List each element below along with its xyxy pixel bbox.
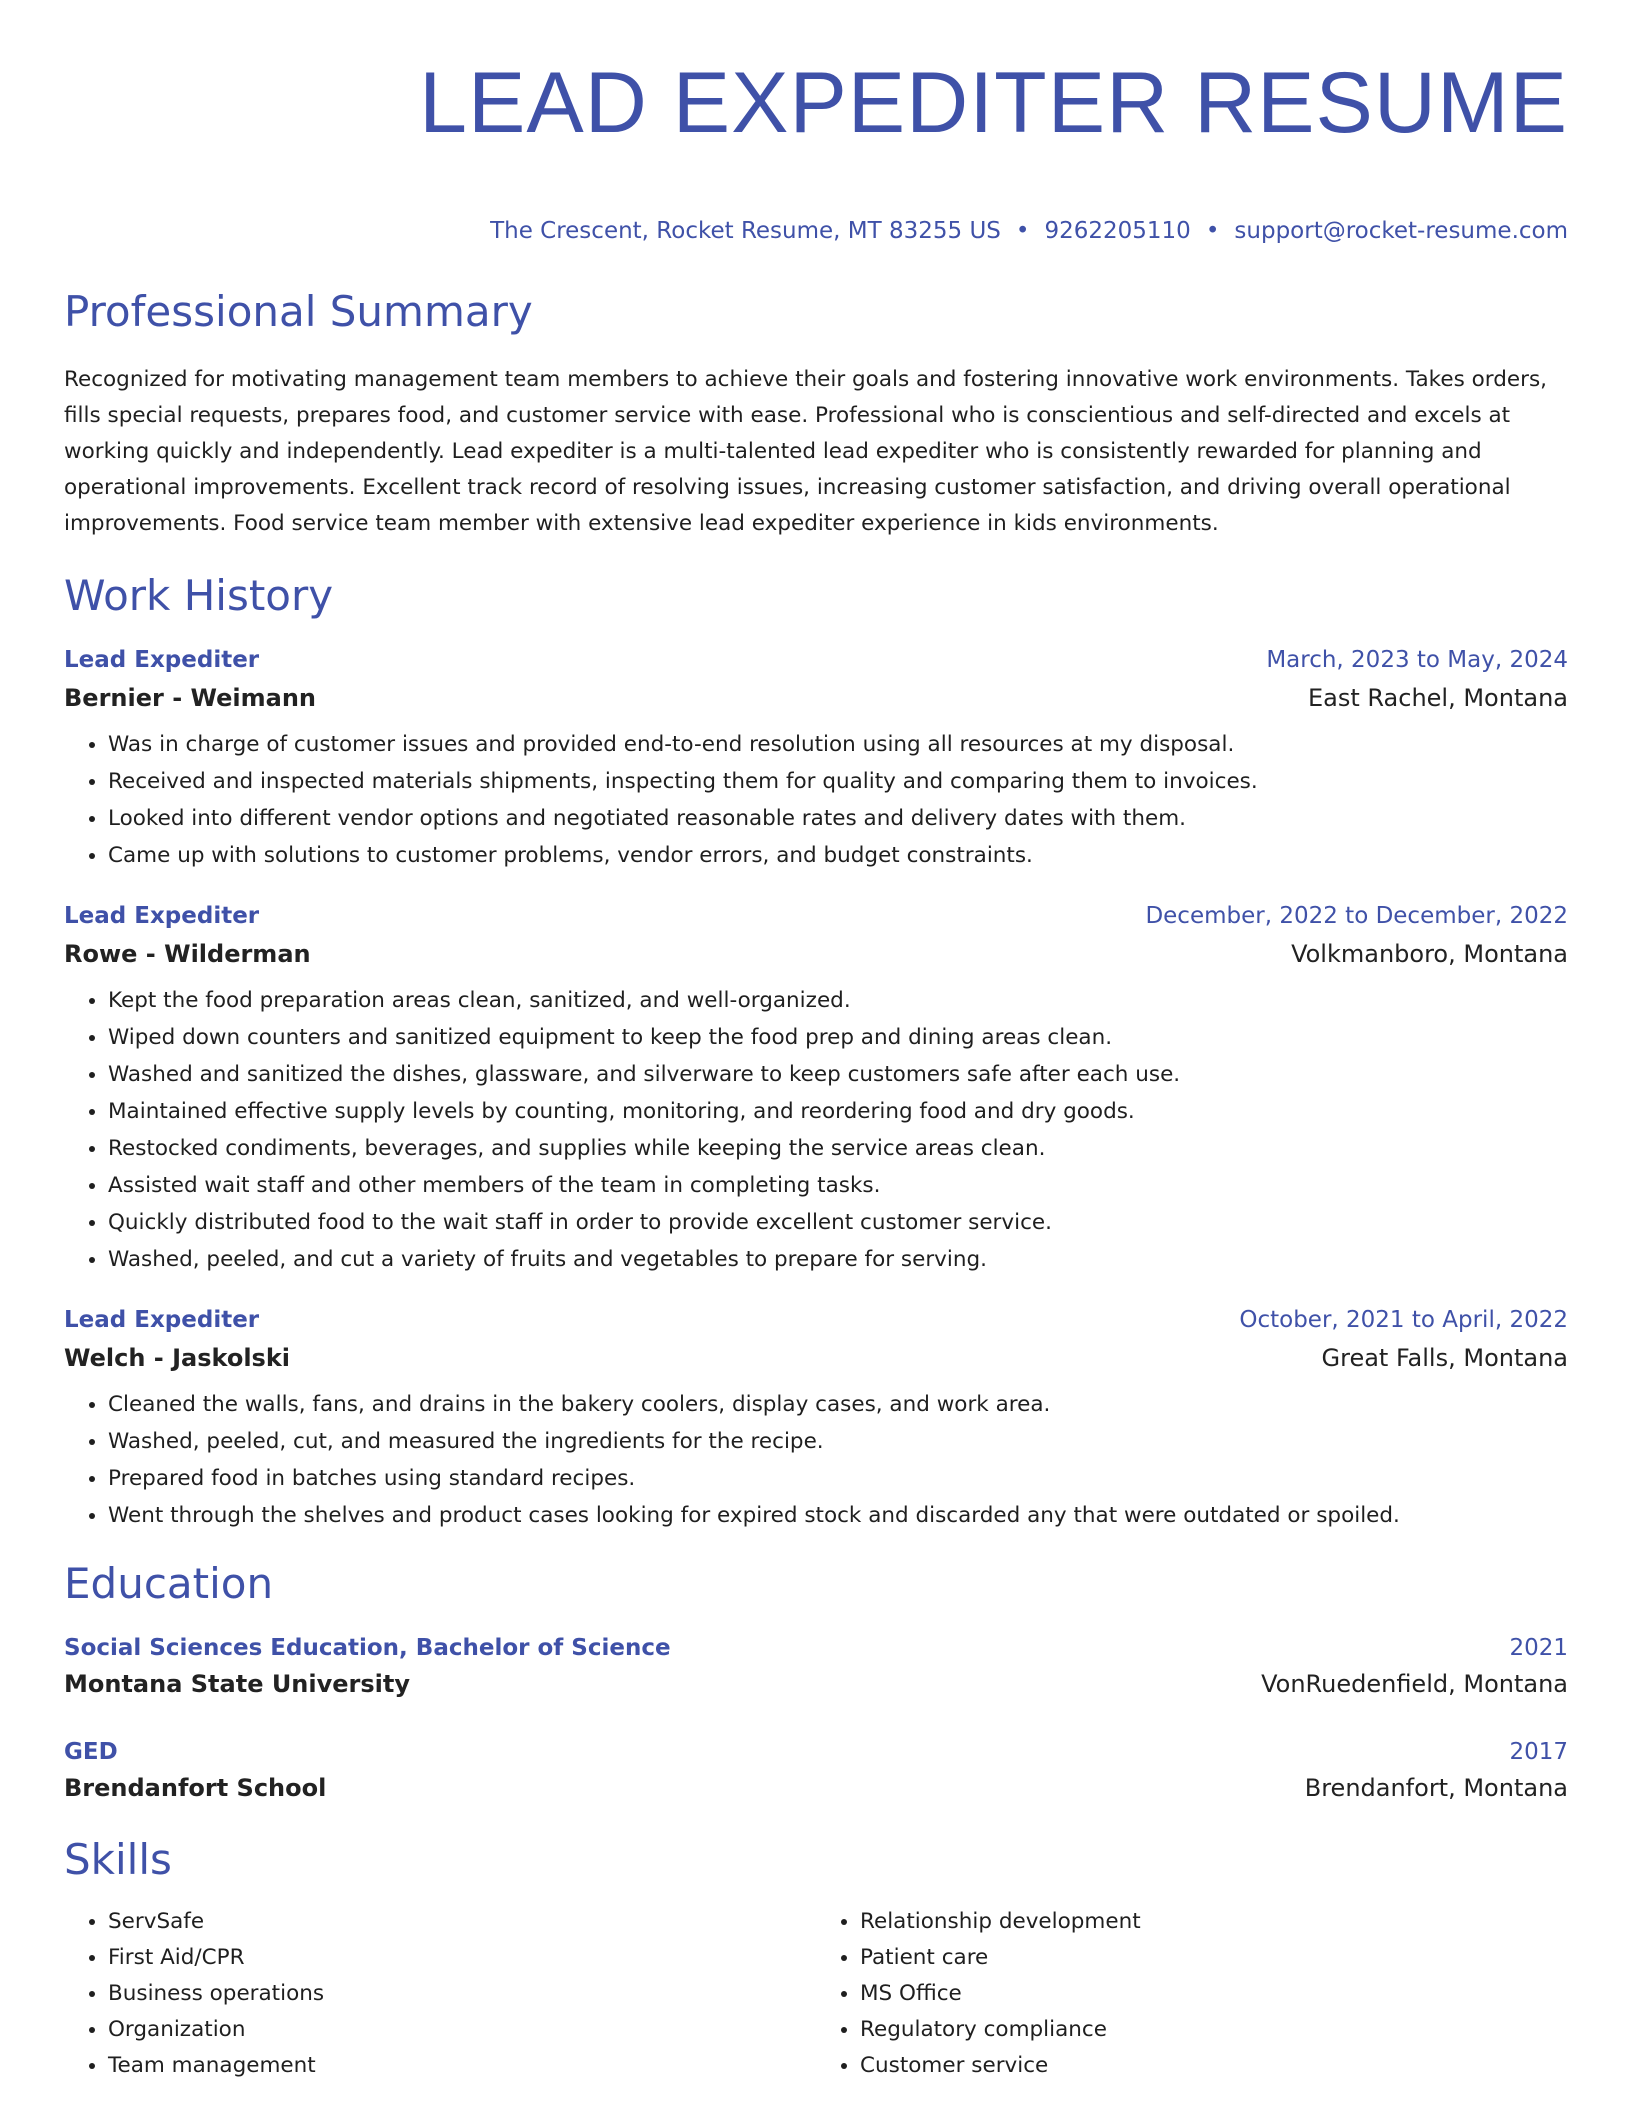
education-degree: GED bbox=[64, 1739, 118, 1765]
job-bullets bbox=[64, 982, 1568, 1278]
job-header-row bbox=[64, 900, 1568, 932]
skill-item: • MS Office bbox=[860, 1976, 1568, 2012]
list-item: • Quickly distributed food to the wait staff in order to provide excellent customer service. bbox=[108, 1204, 1568, 1241]
education-header-row bbox=[64, 1632, 1568, 1664]
list-item: • Washed and sanitized the dishes, glassware, and silverware to keep customers safe after each use. bbox=[108, 1056, 1568, 1093]
job-dates: March, 2023 to May, 2024 bbox=[1266, 647, 1568, 673]
list-item: • Came up with solutions to customer problems, vendor errors, and budget constraints. bbox=[108, 837, 1568, 874]
contact-phone: 9262205110 bbox=[1044, 218, 1191, 244]
job-entry bbox=[64, 900, 1568, 1278]
job-company-row bbox=[64, 936, 1568, 972]
education-entry bbox=[64, 1632, 1568, 1702]
summary-section bbox=[64, 286, 1568, 542]
job-company: Rowe - Wilderman bbox=[64, 940, 311, 968]
list-item: • Restocked condiments, beverages, and supplies while keeping the service areas clean. bbox=[108, 1130, 1568, 1167]
job-title: Lead Expediter bbox=[64, 1307, 260, 1333]
job-header-row bbox=[64, 644, 1568, 676]
skill-item: • ServSafe bbox=[108, 1904, 816, 1940]
job-dates: December, 2022 to December, 2022 bbox=[1145, 903, 1568, 929]
skill-item: • Customer service bbox=[860, 2048, 1568, 2084]
job-title: Lead Expediter bbox=[64, 903, 260, 929]
education-year: 2017 bbox=[1509, 1739, 1568, 1765]
skill-item: • Patient care bbox=[860, 1940, 1568, 1976]
resume-title: LEAD EXPEDITER RESUME bbox=[419, 55, 1568, 151]
contact-address: The Crescent, Rocket Resume, MT 83255 US bbox=[490, 218, 1001, 244]
skill-item: • Regulatory compliance bbox=[860, 2012, 1568, 2048]
job-location: Great Falls, Montana bbox=[1321, 1344, 1568, 1372]
education-entry bbox=[64, 1736, 1568, 1806]
education-heading: Education bbox=[64, 1559, 274, 1608]
job-company-row bbox=[64, 1340, 1568, 1376]
job-company: Welch - Jaskolski bbox=[64, 1344, 291, 1372]
list-item: • Kept the food preparation areas clean, sanitized, and well-organized. bbox=[108, 982, 1568, 1019]
summary-text: Recognized for motivating management team members to achieve their goals and fostering innovative work environments. Takes orders, fills special requests, prepares food, and customer service with ease. Professional who is conscientious and self-directed and excels at working quickly and independently. Lead expediter is a multi-talented lead expediter who is consistently rewarded for planning and operational improvements. Excellent track record of resolving issues, increasing customer satisfaction, and driving overall operational improvements. Food service team member with extensive lead expediter experience in kids environments. bbox=[64, 367, 1547, 536]
job-header-row bbox=[64, 1304, 1568, 1336]
education-year: 2021 bbox=[1509, 1635, 1568, 1661]
job-entry bbox=[64, 1304, 1568, 1534]
education-school: Brendanfort School bbox=[64, 1774, 327, 1802]
skills-list-right bbox=[816, 1904, 1568, 2084]
job-company: Bernier - Weimann bbox=[64, 684, 316, 712]
education-school-row bbox=[64, 1770, 1568, 1806]
skill-item: • First Aid/CPR bbox=[108, 1940, 816, 1976]
work-history-heading: Work History bbox=[64, 571, 334, 620]
list-item: • Received and inspected materials shipments, inspecting them for quality and comparing them to invoices. bbox=[108, 763, 1568, 800]
skill-item: • Business operations bbox=[108, 1976, 816, 2012]
list-item: • Washed, peeled, and cut a variety of fruits and vegetables to prepare for serving. bbox=[108, 1241, 1568, 1278]
education-school-row bbox=[64, 1666, 1568, 1702]
job-entry bbox=[64, 644, 1568, 874]
skills-heading: Skills bbox=[64, 1835, 172, 1884]
skill-item: • Organization bbox=[108, 2012, 816, 2048]
list-item: • Was in charge of customer issues and provided end-to-end resolution using all resources at my disposal. bbox=[108, 726, 1568, 763]
contact-line bbox=[64, 216, 1568, 246]
job-company-row bbox=[64, 680, 1568, 716]
contact-separator: • bbox=[1015, 218, 1030, 244]
skill-item: • Team management bbox=[108, 2048, 816, 2084]
list-item: • Wiped down counters and sanitized equipment to keep the food prep and dining areas clean. bbox=[108, 1019, 1568, 1056]
education-school: Montana State University bbox=[64, 1670, 411, 1698]
contact-separator: • bbox=[1205, 218, 1220, 244]
job-bullets bbox=[64, 1386, 1568, 1534]
list-item: • Maintained effective supply levels by counting, monitoring, and reordering food and dry goods. bbox=[108, 1093, 1568, 1130]
work-history-section bbox=[64, 570, 1568, 1534]
skills-columns bbox=[64, 1904, 1568, 2084]
skills-section bbox=[64, 1834, 1568, 2084]
skill-item: • Relationship development bbox=[860, 1904, 1568, 1940]
education-degree: Social Sciences Education, Bachelor of Science bbox=[64, 1635, 671, 1661]
education-section bbox=[64, 1558, 1568, 1806]
list-item: • Looked into different vendor options and negotiated reasonable rates and delivery dates with them. bbox=[108, 800, 1568, 837]
education-location: VonRuedenfield, Montana bbox=[1261, 1670, 1568, 1698]
education-location: Brendanfort, Montana bbox=[1304, 1774, 1568, 1802]
list-item: • Went through the shelves and product cases looking for expired stock and discarded any that were outdated or spoiled. bbox=[108, 1497, 1568, 1534]
contact-email[interactable]: support@rocket-resume.com bbox=[1234, 218, 1568, 244]
job-location: East Rachel, Montana bbox=[1307, 684, 1568, 712]
education-header-row bbox=[64, 1736, 1568, 1768]
list-item: • Washed, peeled, cut, and measured the ingredients for the recipe. bbox=[108, 1423, 1568, 1460]
list-item: • Prepared food in batches using standard recipes. bbox=[108, 1460, 1568, 1497]
job-location: Volkmanboro, Montana bbox=[1291, 940, 1568, 968]
skills-list-left bbox=[64, 1904, 816, 2084]
list-item: • Assisted wait staff and other members of the team in completing tasks. bbox=[108, 1167, 1568, 1204]
job-bullets bbox=[64, 726, 1568, 874]
list-item: • Cleaned the walls, fans, and drains in the bakery coolers, display cases, and work area. bbox=[108, 1386, 1568, 1423]
job-dates: October, 2021 to April, 2022 bbox=[1239, 1307, 1568, 1333]
job-title: Lead Expediter bbox=[64, 647, 260, 673]
summary-heading: Professional Summary bbox=[64, 287, 533, 336]
